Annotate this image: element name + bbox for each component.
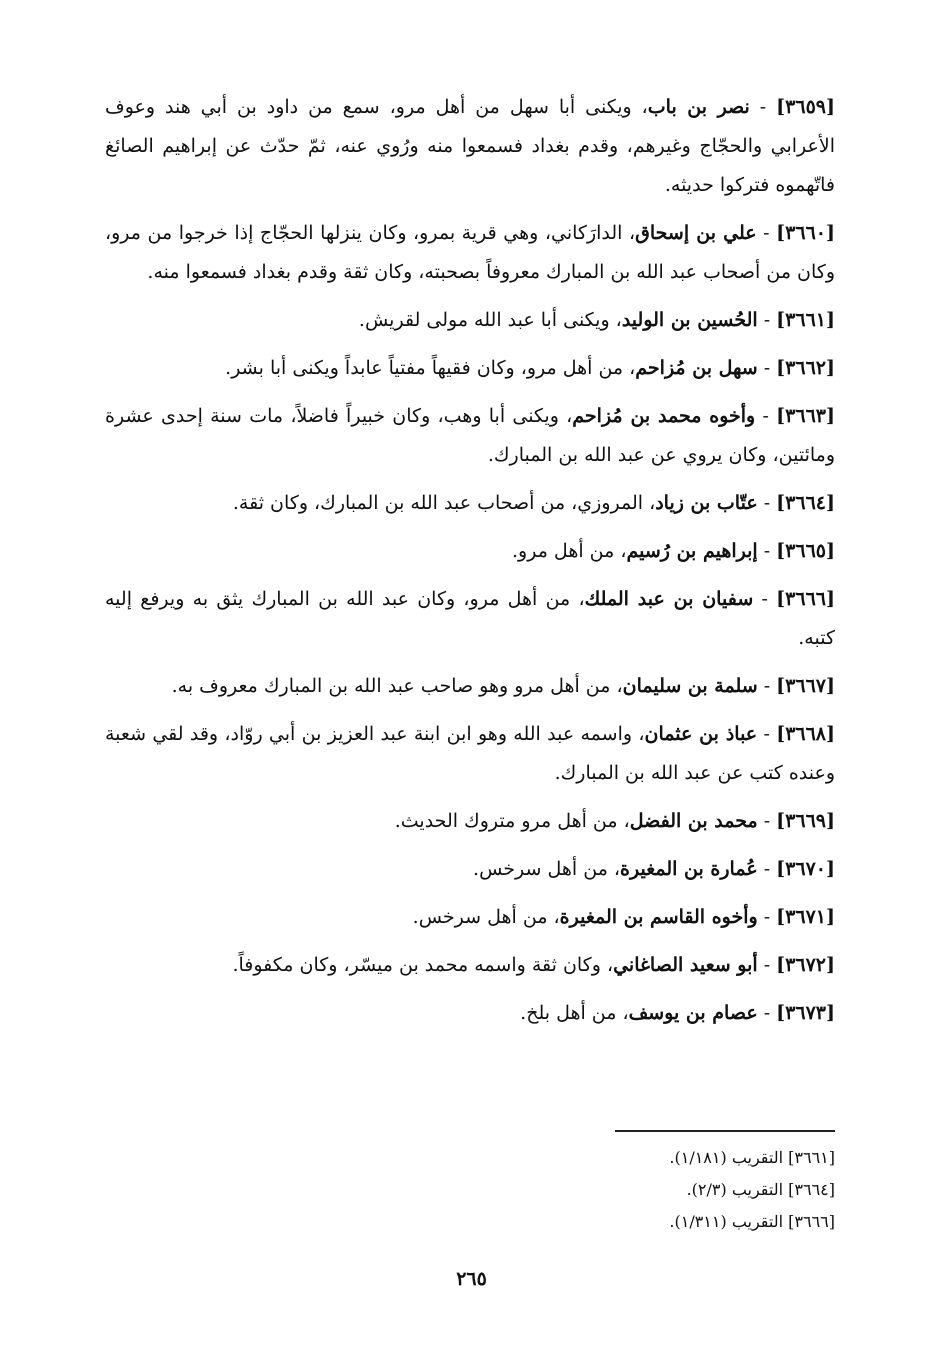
entry-number: [٣٦٦٦] — [776, 588, 835, 610]
footnote: [٣٦٦١] التقريب (١/١٨١). — [669, 1148, 835, 1167]
entry-name: أبو سعيد الصاغاني — [613, 954, 758, 976]
entry: [٣٦٦٥] - إبراهيم بن رُسيم، من أهل مرو. — [512, 540, 835, 562]
entry-number: [٣٦٧٢] — [776, 954, 835, 976]
entry-text: ، ويكنى أبا سهل من أهل مرو، سمع من داود بن أبي هند وعوف الأعرابي والحجّاج وغيرهم، وقدم بغداد فسمعوا منه ورُوي عنه، ثمّ حدّث عن إبراهيم الصائغ فاتّهموه فتركوا حديثه. — [105, 96, 835, 196]
entry: [٣٦٦٩] - محمد بن الفضل، من أهل مرو متروك الحديث. — [394, 810, 835, 832]
entry-name: سهل بن مُزاحم — [635, 357, 758, 379]
footnote: [٣٦٦٤] التقريب (٢/٣). — [686, 1180, 835, 1199]
entry-text: ، وكان ثقة واسمه محمد بن ميسّر، وكان مكفوفاً. — [232, 954, 614, 976]
entry-text: ، ويكنى أبا عبد الله مولى لقريش. — [358, 309, 622, 331]
entry-number: [٣٦٧١] — [776, 906, 835, 928]
entry-number: [٣٦٦٨] — [776, 723, 836, 745]
entry-name: علي بن إسحاق — [635, 222, 757, 244]
entry-name: سلمة بن سليمان — [622, 675, 758, 697]
entry-text: ، من أهل سرخس. — [473, 858, 621, 880]
entry-name: نصر بن باب — [647, 96, 750, 118]
entry-name: وأخوه القاسم بن المغيرة — [559, 906, 758, 928]
entry: [٣٦٦١] - الحُسين بن الوليد، ويكنى أبا عبد الله مولى لقريش. — [358, 309, 835, 331]
entry-number: [٣٦٧٣] — [776, 1002, 835, 1024]
entry: [٣٦٦٦] - سفيان بن عبد الملك، من أهل مرو، وكان عبد الله بن المبارك يثق به ويرفع إليه كتبه. — [105, 588, 835, 649]
entry-name: سفيان بن عبد الملك — [584, 588, 754, 610]
entry-number: [٣٦٧٠] — [776, 858, 835, 880]
entry-text: ، المروزي، من أصحاب عبد الله بن المبارك، وكان ثقة. — [232, 492, 656, 514]
entry-name: الحُسين بن الوليد — [621, 309, 758, 331]
entry-text: ، ويكنى أبا وهب، وكان خبيراً فاضلاً، مات سنة إحدى عشرة ومائتين، وكان يروي عن عبد الله بن المبارك. — [105, 405, 835, 466]
entry-number: [٣٦٦٤] — [776, 492, 835, 514]
footnotes — [105, 1142, 835, 1238]
entry: [٣٦٦٠] - علي بن إسحاق، الدارَكاني، وهي قرية بمرو، وكان ينزلها الحجّاج إذا خرجوا من مرو، وكان من أصحاب عبد الله بن المبارك معروفاً بصحبته، وكان ثقة وقدم بغداد فسمعوا منه. — [105, 222, 835, 283]
entry-text: ، واسمه عبد الله وهو ابن ابنة عبد العزيز بن أبي روّاد، وقد لقي شعبة وعنده كتب عن عبد الله بن المبارك. — [105, 723, 835, 784]
entry-text: ، من أهل بلخ. — [520, 1002, 629, 1024]
entry: [٣٦٦٨] - عباذ بن عثمان، واسمه عبد الله وهو ابن ابنة عبد العزيز بن أبي روّاد، وقد لقي شعبة وعنده كتب عن عبد الله بن المبارك. — [105, 723, 836, 784]
entry-text: ، من أهل مرو. — [512, 540, 627, 562]
entry-name: محمد بن الفضل — [629, 810, 758, 832]
entry-text: ، من أهل مرو، وكان فقيهاً مفتياً عابداً ويكنى أبا بشر. — [225, 357, 636, 379]
entry-number: [٣٦٦٩] — [776, 810, 835, 832]
entry-name: عباذ بن عثمان — [644, 723, 758, 745]
entry-number: [٣٦٦٠] — [776, 222, 835, 244]
entry-number: [٣٦٦٧] — [776, 675, 835, 697]
entry-name: عصام بن يوسف — [628, 1002, 758, 1024]
entry: [٣٦٧١] - وأخوه القاسم بن المغيرة، من أهل سرخس. — [412, 906, 835, 928]
entry: [٣٦٧٢] - أبو سعيد الصاغاني، وكان ثقة واسمه محمد بن ميسّر، وكان مكفوفاً. — [232, 954, 835, 976]
entry-number: [٣٦٦٣] — [776, 405, 835, 427]
page-number: ٢٦٥ — [456, 1268, 487, 1290]
entry: [٣٦٧٠] - عُمارة بن المغيرة، من أهل سرخس. — [473, 858, 835, 880]
entry-text: ، من أهل مرو متروك الحديث. — [394, 810, 630, 832]
entry-text: ، من أهل مرو، وكان عبد الله بن المبارك يثق به ويرفع إليه كتبه. — [105, 588, 835, 649]
entry: [٣٦٦٧] - سلمة بن سليمان، من أهل مرو وهو صاحب عبد الله بن المبارك معروف به. — [171, 675, 835, 697]
entry-name: وأخوه محمد بن مُزاحم — [572, 405, 756, 427]
entry-number: [٣٦٦٢] — [776, 357, 835, 379]
entry: [٣٦٥٩] - نصر بن باب، ويكنى أبا سهل من أهل مرو، سمع من داود بن أبي هند وعوف الأعرابي والحجّاج وغيرهم، وقدم بغداد فسمعوا منه ورُوي عنه، ثمّ حدّث عن إبراهيم الصائغ فاتّهموه فتركوا حديثه. — [105, 96, 835, 196]
entry-number: [٣٦٥٩] — [776, 96, 835, 118]
entry-text: ، من أهل مرو وهو صاحب عبد الله بن المبارك معروف به. — [171, 675, 623, 697]
entry: [٣٦٦٤] - عتّاب بن زياد، المروزي، من أصحاب عبد الله بن المبارك، وكان ثقة. — [232, 492, 835, 514]
entry: [٣٦٦٢] - سهل بن مُزاحم، من أهل مرو، وكان فقيهاً مفتياً عابداً ويكنى أبا بشر. — [225, 357, 835, 379]
entry-name: عُمارة بن المغيرة — [620, 858, 758, 880]
footnote: [٣٦٦٦] التقريب (١/٣١١). — [669, 1212, 835, 1231]
entry-text: ، الدارَكاني، وهي قرية بمرو، وكان ينزلها الحجّاج إذا خرجوا من مرو، وكان من أصحاب عبد الله بن المبارك معروفاً بصحبته، وكان ثقة وقدم بغداد فسمعوا منه. — [105, 222, 835, 283]
biography-entries — [105, 88, 835, 1042]
entry-number: [٣٦٦٥] — [776, 540, 835, 562]
entry: [٣٦٧٣] - عصام بن يوسف، من أهل بلخ. — [520, 1002, 835, 1024]
entry-name: إبراهيم بن رُسيم — [626, 540, 758, 562]
entry-name: عتّاب بن زياد — [655, 492, 758, 514]
footnote-divider — [615, 1130, 835, 1132]
entry-text: ، من أهل سرخس. — [412, 906, 560, 928]
entry: [٣٦٦٣] - وأخوه محمد بن مُزاحم، ويكنى أبا وهب، وكان خبيراً فاضلاً، مات سنة إحدى عشرة ومائتين، وكان يروي عن عبد الله بن المبارك. — [105, 405, 835, 466]
entry-number: [٣٦٦١] — [776, 309, 835, 331]
